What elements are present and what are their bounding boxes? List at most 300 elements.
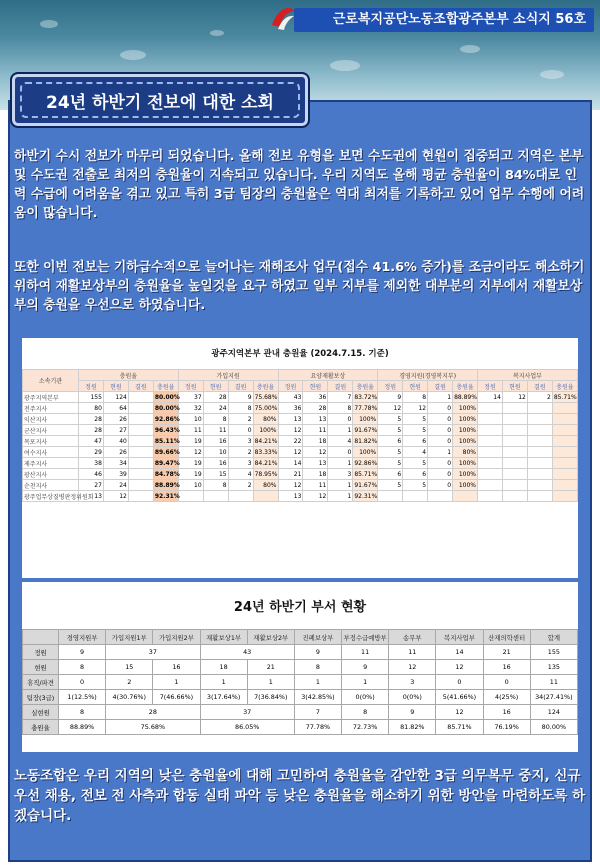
- table-cell: [478, 447, 503, 458]
- sub-header: 정원: [178, 381, 203, 392]
- table-cell: [552, 491, 577, 502]
- table-cell: 47: [79, 436, 104, 447]
- table-cell: 19: [178, 436, 203, 447]
- sub-header: 정원: [278, 381, 303, 392]
- table-cell: [128, 425, 153, 436]
- table-cell: [502, 491, 527, 502]
- table-cell: 13: [278, 491, 303, 502]
- org-name: 광산지사: [23, 469, 79, 480]
- table-cell: 89.47%: [154, 459, 180, 467]
- table-cell: 155: [79, 392, 104, 403]
- table-cell: 100%: [453, 425, 478, 436]
- table-cell: [128, 447, 153, 458]
- table-cell: 5: [378, 447, 403, 458]
- table-cell: [478, 414, 503, 425]
- table-cell: [128, 491, 153, 502]
- table-cell: 92.86%: [354, 459, 378, 467]
- table-row: [23, 403, 578, 414]
- table-cell: 1: [328, 425, 353, 436]
- table-cell: 5: [378, 480, 403, 491]
- table-cell: 88.89%: [154, 481, 180, 489]
- table-cell: 100%: [453, 403, 478, 414]
- table-cell: 92.31%: [154, 492, 180, 500]
- table-cell: 80.00%: [530, 720, 577, 735]
- table-cell: 1: [328, 491, 353, 502]
- table-cell: [502, 425, 527, 436]
- table-cell: 9: [389, 705, 436, 720]
- row-label: 충원율: [23, 720, 59, 735]
- table-cell: 0: [428, 469, 453, 480]
- table-cell: 28: [79, 425, 104, 436]
- table-cell: 16: [483, 660, 530, 675]
- dept-header: 가입지원2부: [153, 630, 200, 645]
- group-header: 충원율: [79, 370, 179, 381]
- table-cell: 37: [106, 645, 200, 660]
- table-cell: 27: [79, 480, 104, 491]
- table-cell: [527, 469, 552, 480]
- table-cell: [378, 491, 403, 502]
- table-cell: 77.78%: [294, 720, 341, 735]
- dept-header: 재활보상1부: [200, 630, 247, 645]
- table-cell: 13: [278, 414, 303, 425]
- table1-title: 광주지역본부 관내 충원율 (2024.7.15. 기준): [211, 349, 389, 359]
- table-row: [23, 414, 578, 425]
- table-cell: 8: [294, 660, 341, 675]
- table-cell: 0: [483, 675, 530, 690]
- table-cell: 36: [303, 392, 328, 403]
- table-cell: [478, 425, 503, 436]
- table-cell: [478, 469, 503, 480]
- table-cell: 5: [378, 458, 403, 469]
- table-cell: 11: [530, 675, 577, 690]
- table-row: [23, 436, 578, 447]
- table-cell: 26: [103, 414, 128, 425]
- table-cell: 78.95%: [254, 470, 278, 478]
- table-cell: 81.82%: [389, 720, 436, 735]
- table-cell: 0: [328, 414, 353, 425]
- table-cell: 11: [178, 425, 203, 436]
- org-name: 제주지사: [23, 458, 79, 469]
- dept-header: 재활보상2부: [247, 630, 294, 645]
- table-cell: 92.31%: [354, 492, 378, 500]
- table-cell: 3: [389, 675, 436, 690]
- table-cell: 80%: [253, 414, 278, 425]
- table-cell: 2: [228, 414, 253, 425]
- table-cell: 32: [178, 403, 203, 414]
- table-cell: 12: [436, 660, 483, 675]
- table-cell: 91.67%: [354, 481, 378, 489]
- table-row: [23, 425, 578, 436]
- table-cell: 0(0%): [342, 690, 389, 705]
- sub-header: 결원: [527, 381, 552, 392]
- table-cell: 4(30.76%): [106, 690, 153, 705]
- table-cell: 72.73%: [342, 720, 389, 735]
- table-cell: 85.11%: [154, 437, 180, 445]
- table-cell: 8: [203, 480, 228, 491]
- org-name: 여수지사: [23, 447, 79, 458]
- table-cell: [478, 403, 503, 414]
- table-cell: 11: [303, 425, 328, 436]
- table-cell: 8: [228, 403, 253, 414]
- table-cell: 12: [303, 491, 328, 502]
- table-cell: [527, 425, 552, 436]
- dept-header: 복지사업부: [436, 630, 483, 645]
- table-row: [23, 480, 578, 491]
- table-cell: 2: [228, 447, 253, 458]
- table-cell: [552, 469, 577, 480]
- table-row: [23, 705, 578, 720]
- table-cell: [552, 436, 577, 447]
- table-cell: 2: [106, 675, 153, 690]
- table-cell: 9: [342, 660, 389, 675]
- table-cell: [527, 491, 552, 502]
- table-cell: 124: [103, 392, 128, 403]
- dept-header: 경영지원부: [59, 630, 106, 645]
- table-cell: 100%: [353, 414, 378, 425]
- table-cell: 12: [389, 660, 436, 675]
- table-cell: 18: [303, 469, 328, 480]
- table-cell: 83.72%: [354, 393, 378, 401]
- table-cell: 1: [328, 480, 353, 491]
- table-row: [23, 690, 578, 705]
- table-cell: 11: [389, 645, 436, 660]
- table-cell: 16: [483, 705, 530, 720]
- table-cell: [552, 414, 577, 425]
- table-cell: 1: [428, 392, 453, 403]
- table-cell: [478, 436, 503, 447]
- paragraph-transfer: 또한 이번 전보는 기하급수적으로 늘어나는 재해조사 업무(접수 41.6% 증가)를 조금이라도 해소하기 위하여 재활보상부의 충원율을 높일것을 요구 하였고 일부 지부를 제외한 대부분의 지부에서 재활보상부의 충원을 우선으로 하였습니다.: [14, 260, 585, 313]
- table-cell: 34(27.41%): [530, 690, 577, 705]
- table-cell: 19: [178, 469, 203, 480]
- table-cell: 39: [103, 469, 128, 480]
- table-cell: 80: [79, 403, 104, 414]
- table-cell: 24: [203, 403, 228, 414]
- table2-title: 24년 하반기 부서 현황: [233, 600, 367, 615]
- table-cell: 8: [59, 660, 106, 675]
- table-cell: 9: [294, 645, 341, 660]
- table-cell: [253, 491, 278, 502]
- table-cell: 3(17.64%): [200, 690, 247, 705]
- table-cell: 34: [103, 458, 128, 469]
- table-cell: 84.21%: [254, 459, 278, 467]
- table-cell: 96.43%: [154, 426, 180, 434]
- table-cell: 81.82%: [354, 437, 378, 445]
- table-cell: 100%: [453, 414, 478, 425]
- table-cell: 4: [228, 469, 253, 480]
- table-cell: 85.71%: [436, 720, 483, 735]
- table-cell: 6: [378, 436, 403, 447]
- table-cell: 11: [203, 425, 228, 436]
- table-cell: 18: [200, 660, 247, 675]
- org-name: 전주지사: [23, 403, 79, 414]
- sub-header: 현원: [303, 381, 328, 392]
- table-cell: 21: [247, 660, 294, 675]
- table-cell: 124: [530, 705, 577, 720]
- table-row: [23, 458, 578, 469]
- table-cell: [228, 491, 253, 502]
- table-cell: 85.71%: [553, 393, 577, 401]
- table-cell: 38: [79, 458, 104, 469]
- table-cell: [502, 447, 527, 458]
- sub-header: 충원율: [253, 381, 278, 392]
- table-cell: 80%: [253, 480, 278, 491]
- table-cell: [502, 436, 527, 447]
- dept-header: 진폐보상부: [294, 630, 341, 645]
- table-cell: 8: [328, 403, 353, 414]
- table-cell: 21: [483, 645, 530, 660]
- dept-header: [23, 630, 59, 645]
- table-cell: 0(0%): [389, 690, 436, 705]
- table-row: [23, 675, 578, 690]
- table-cell: 0: [428, 403, 453, 414]
- sub-header: 현원: [103, 381, 128, 392]
- paragraph-intro: 하반기 수시 전보가 마무리 되었습니다. 올해 전보 유형을 보면 수도권에 현원이 집중되고 지역은 본부 및 수도권 전출로 최저의 충원율이 지속되고 있습니다. 우리 지역도 올해 평균 충원율이 84%대로 인력 수급에 어려움을 겪고 있고 특히 3급 팀장의 충원율은 역대 최저를 기록하고 있어 업무 수행에 어려움이 많습니다.: [14, 149, 585, 221]
- table-cell: [453, 491, 478, 502]
- row-label: 휴직/파견: [23, 675, 59, 690]
- table-cell: [527, 436, 552, 447]
- table-cell: 18: [303, 436, 328, 447]
- table-cell: 100%: [253, 425, 278, 436]
- table-cell: 8: [59, 705, 106, 720]
- table-cell: 29: [79, 447, 104, 458]
- table-cell: 4: [328, 436, 353, 447]
- table-cell: [552, 425, 577, 436]
- table-row: [23, 469, 578, 480]
- table-cell: [552, 458, 577, 469]
- table-row: [23, 392, 578, 403]
- table-cell: 100%: [453, 480, 478, 491]
- org-name: 군산지사: [23, 425, 79, 436]
- table-cell: 1: [328, 458, 353, 469]
- paragraph-union-plan: 노동조합은 우리 지역의 낮은 충원율에 대해 고민하여 충원율을 감안한 3급 의무복무 중지, 신규 우선 채용, 전보 전 사측과 합동 실태 파악 등 낮은 충원율을 해소하기 위한 방안을 마련하도록 하겠습니다.: [14, 768, 586, 824]
- table-cell: [478, 458, 503, 469]
- table-cell: 14: [436, 645, 483, 660]
- table-cell: 14: [278, 458, 303, 469]
- org-name: 광주업무상질병판정위원회: [23, 491, 79, 502]
- sub-header: 결원: [228, 381, 253, 392]
- table-cell: [502, 469, 527, 480]
- table-cell: 28: [203, 392, 228, 403]
- table-cell: 12: [278, 447, 303, 458]
- table-cell: 0: [428, 425, 453, 436]
- table-cell: [527, 414, 552, 425]
- table-cell: 1: [428, 447, 453, 458]
- row-label: 정원: [23, 645, 59, 660]
- table-cell: 89.66%: [154, 448, 180, 456]
- table-cell: 5: [403, 480, 428, 491]
- table-cell: [403, 491, 428, 502]
- table-cell: [527, 403, 552, 414]
- table-cell: 12: [403, 403, 428, 414]
- staffing-rate-table-card: [22, 338, 578, 578]
- sub-header: 현원: [203, 381, 228, 392]
- dept-header: 합계: [530, 630, 577, 645]
- table-row: [23, 645, 578, 660]
- table-cell: 5(41.66%): [436, 690, 483, 705]
- table-cell: [502, 403, 527, 414]
- table-cell: [128, 403, 153, 414]
- table-cell: 46: [79, 469, 104, 480]
- table-cell: 4(25%): [483, 690, 530, 705]
- table-cell: 12: [436, 705, 483, 720]
- table-cell: 43: [278, 392, 303, 403]
- dept-status-table: [22, 629, 578, 735]
- table-cell: 27: [103, 425, 128, 436]
- org-name: 목포지사: [23, 436, 79, 447]
- table-cell: 75.68%: [106, 720, 200, 735]
- table-row: [23, 447, 578, 458]
- sub-header: 충원율: [353, 381, 378, 392]
- table-cell: 24: [103, 480, 128, 491]
- dept-status-table-card: [22, 582, 578, 752]
- table-cell: 6: [403, 436, 428, 447]
- table-cell: 0: [428, 436, 453, 447]
- table-cell: [552, 447, 577, 458]
- table-cell: 8: [403, 392, 428, 403]
- table-cell: 135: [530, 660, 577, 675]
- row-label: 현원: [23, 660, 59, 675]
- table-cell: 64: [103, 403, 128, 414]
- table-cell: 86.05%: [200, 720, 294, 735]
- table-cell: [552, 480, 577, 491]
- table-cell: 5: [378, 414, 403, 425]
- table-cell: 5: [403, 425, 428, 436]
- table-cell: 15: [203, 469, 228, 480]
- table-cell: 12: [178, 447, 203, 458]
- table-cell: 7(36.84%): [247, 690, 294, 705]
- table-cell: 14: [478, 392, 503, 403]
- table-cell: 37: [178, 392, 203, 403]
- sub-header: 결원: [328, 381, 353, 392]
- table-cell: 76.19%: [483, 720, 530, 735]
- table-cell: 80.00%: [154, 393, 180, 401]
- staffing-rate-table: [22, 369, 578, 502]
- table-cell: 36: [278, 403, 303, 414]
- table-cell: 100%: [453, 469, 478, 480]
- table-cell: 3: [228, 436, 253, 447]
- table-cell: [527, 458, 552, 469]
- sub-header: 정원: [378, 381, 403, 392]
- table-cell: 0: [436, 675, 483, 690]
- table-cell: [128, 414, 153, 425]
- table-cell: 85.71%: [354, 470, 378, 478]
- sub-header: 충원율: [153, 381, 178, 392]
- table-cell: 28: [79, 414, 104, 425]
- table-cell: 37: [200, 705, 294, 720]
- table-cell: 2: [228, 480, 253, 491]
- table-cell: [128, 480, 153, 491]
- table-cell: 10: [178, 480, 203, 491]
- table-cell: [502, 458, 527, 469]
- table-cell: 1: [200, 675, 247, 690]
- table-cell: [128, 469, 153, 480]
- table-cell: 22: [278, 436, 303, 447]
- sub-header: 충원율: [552, 381, 577, 392]
- table-cell: 0: [428, 480, 453, 491]
- sub-header: 결원: [428, 381, 453, 392]
- table-cell: 12: [103, 491, 128, 502]
- table-cell: 3: [228, 458, 253, 469]
- table-cell: 6: [403, 469, 428, 480]
- group-header: 복지사업부: [478, 370, 578, 381]
- table-cell: 88.89%: [454, 393, 477, 401]
- table-cell: 13: [303, 414, 328, 425]
- table-cell: 80.00%: [154, 404, 180, 412]
- table-cell: 43: [200, 645, 294, 660]
- table-cell: 3(42.85%): [294, 690, 341, 705]
- row-label: 실현원: [23, 705, 59, 720]
- table-cell: 6: [378, 469, 403, 480]
- table-cell: 0: [228, 425, 253, 436]
- row-label: 팀장(3급): [23, 690, 59, 705]
- table-cell: 92.86%: [154, 415, 180, 423]
- table-cell: 84.78%: [154, 470, 180, 478]
- table-cell: 88.89%: [59, 720, 106, 735]
- table-cell: 8: [203, 414, 228, 425]
- table-cell: [552, 403, 577, 414]
- table-cell: 1: [247, 675, 294, 690]
- newsletter-title: 근로복지공단노동조합광주본부 소식지 56호: [294, 8, 594, 32]
- table-cell: 12: [278, 480, 303, 491]
- table-row: [23, 720, 578, 735]
- table-cell: [428, 491, 453, 502]
- table-cell: [527, 480, 552, 491]
- table-cell: 80%: [453, 447, 478, 458]
- table-cell: 1: [294, 675, 341, 690]
- table-row: [23, 491, 578, 502]
- table-cell: 9: [59, 645, 106, 660]
- table-cell: 13: [303, 458, 328, 469]
- table-cell: [203, 491, 228, 502]
- table-cell: 12: [502, 392, 527, 403]
- table-cell: 100%: [453, 458, 478, 469]
- table-cell: 12: [303, 447, 328, 458]
- table-cell: 11: [303, 480, 328, 491]
- group-header: 경영지원(경영복지부): [378, 370, 478, 381]
- table-cell: 1: [153, 675, 200, 690]
- table-cell: 10: [203, 447, 228, 458]
- table-cell: 2: [527, 392, 552, 403]
- dept-header: 송무부: [389, 630, 436, 645]
- sub-header: 정원: [79, 381, 104, 392]
- table-cell: 0: [428, 414, 453, 425]
- table-cell: 8: [342, 705, 389, 720]
- group-header: 가입지원: [178, 370, 278, 381]
- table-cell: [128, 436, 153, 447]
- sub-header: 현원: [502, 381, 527, 392]
- dept-header: 가입지원1부: [106, 630, 153, 645]
- table-cell: 3: [328, 469, 353, 480]
- sub-header: 충원율: [453, 381, 478, 392]
- table-cell: 28: [303, 403, 328, 414]
- table-cell: [502, 414, 527, 425]
- table-cell: 26: [103, 447, 128, 458]
- sub-header: 결원: [128, 381, 153, 392]
- table-cell: 15: [106, 660, 153, 675]
- article-title-box: [10, 72, 310, 128]
- table-cell: 91.67%: [354, 426, 378, 434]
- table-cell: 0: [59, 675, 106, 690]
- table-cell: 16: [203, 458, 228, 469]
- dept-header: 부정수급예방부: [342, 630, 389, 645]
- table-cell: 9: [228, 392, 253, 403]
- dept-header: 산재의학센터: [483, 630, 530, 645]
- article-title: 24년 하반기 전보에 대한 소회: [20, 82, 300, 118]
- table-cell: 19: [178, 458, 203, 469]
- table-cell: 155: [530, 645, 577, 660]
- table-cell: [502, 480, 527, 491]
- table-cell: 9: [378, 392, 403, 403]
